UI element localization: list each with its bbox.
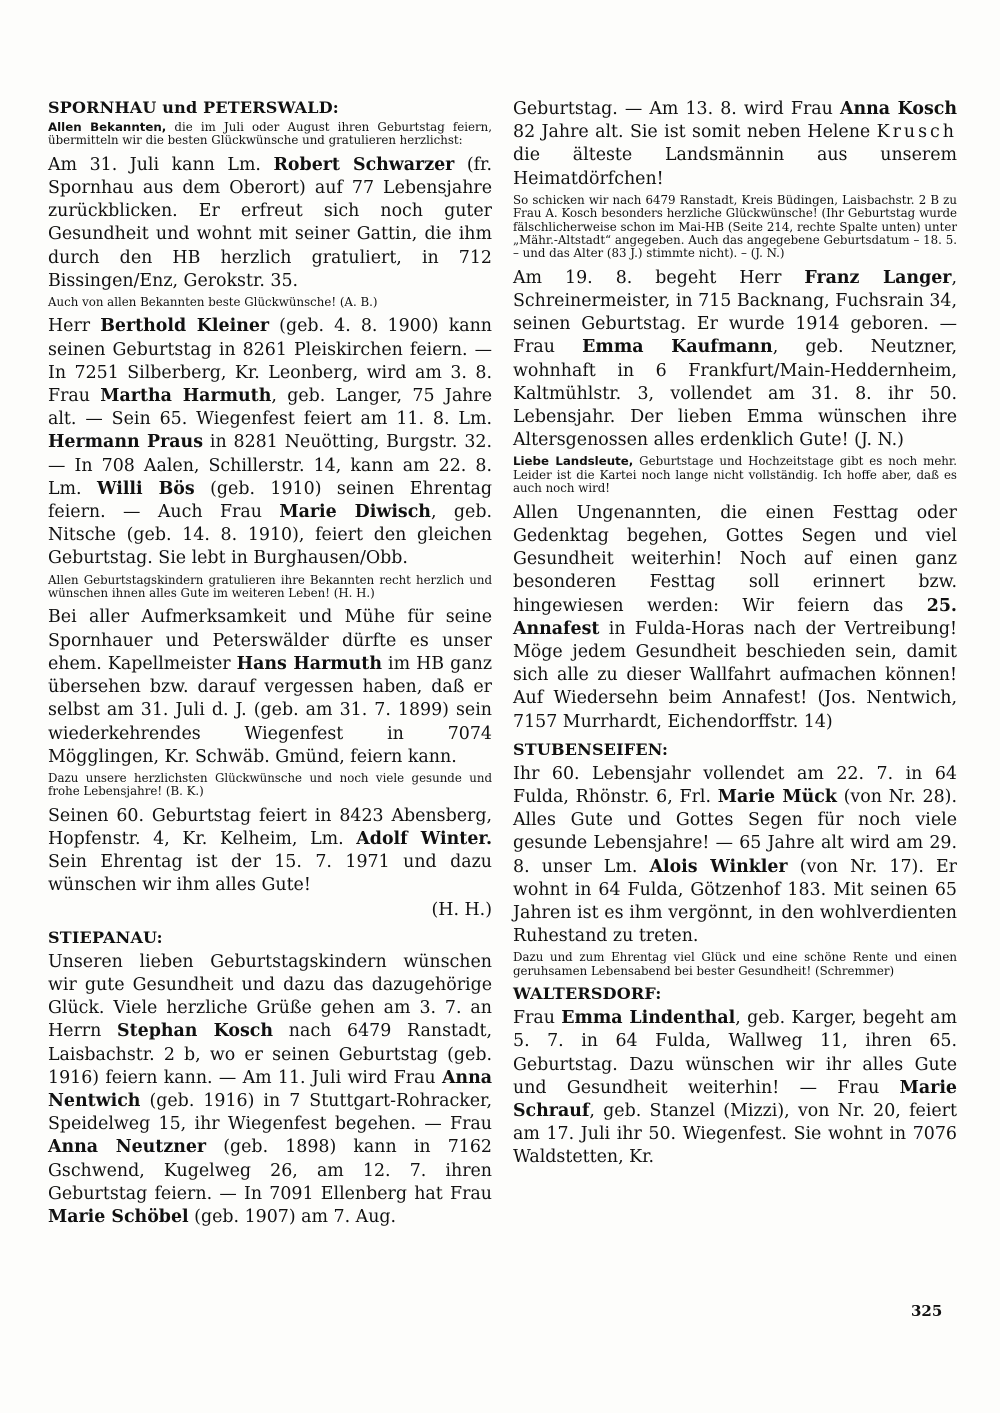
paragraph: Herr Berthold Kleiner (geb. 4. 8. 1900) kann seinen Geburtstag in 8261 Pleiskirchen feiern. — In 7251 Silberberg, Kr. Leonberg, wird am 3. 8. Frau Martha Harmuth, geb. Langer, 75 Jahre alt. — Sein 65. Wiegenfest feiert am 11. 8. Lm. Hermann Praus in 8281 Neuötting, Burgstr. 32. — In 708 Aalen, Schillerstr. 14, kann am 22. 8. Lm. Willi Bös (geb. 1910) seinen Ehrentag feiern. — Auch Frau Marie Diwisch, geb. Nitsche (geb. 14. 8. 1910), feiert den gleichen Geburtstag. Sie lebt in Burghausen/Obb.: [48, 316, 493, 569]
paragraph: Am 19. 8. begeht Herr Franz Langer, Schreinermeister, in 715 Backnang, Fuchsrain 34, seinen Geburtstag. Er wurde 1914 geboren. — Frau Emma Kaufmann, geb. Neutzner, wohnhaft in 6 Frankfurt/Main-Heddernheim, Kaltmühlstr. 3, vollendet am 31. 8. ihr 50. Lebensjahr. Der lieben Emma wünschen ihre Altersgenossen alles erdenklich Gute! (J. N.): [513, 267, 957, 451]
intro-note: Allen Bekannten, die im Juli oder August ihren Geburtstag feiern, übermitteln wir die besten Glückwünsche und gratulieren herzlichst:: [48, 120, 492, 148]
section-heading-spornhau: SPORNHAU und PETERSWALD:: [48, 98, 339, 117]
note: Allen Geburtstagskindern gratulieren ihre Bekannten recht herzlich und wünschen ihnen alles Gute im weiteren Leben! (H. H.): [48, 572, 492, 601]
right-column: [513, 98, 957, 1173]
note: Dazu und zum Ehrentag viel Glück und eine schöne Rente und einen geruhsamen Lebensabend bei bester Gesundheit! (Schremmer): [513, 950, 957, 978]
left-column: [48, 98, 492, 1232]
paragraph: Frau Emma Lindenthal, geb. Karger, begeht am 5. 7. in 64 Fulda, Wallweg 11, ihren 65. Geburtstag. Dazu wünschen wir ihr alles Gute und Gesundheit weiterhin! — Frau Marie Schrauf, geb. Stanzel (Mizzi), von Nr. 20, feiert am 17. Juli ihr 50. Wiegenfest. Sie wohnt in 7076 Waldstetten, Kr.: [513, 1008, 957, 1168]
paragraph: Am 31. Juli kann Lm. Robert Schwarzer (fr. Spornhau aus dem Oberort) auf 77 Lebensjahre zurückblicken. Er erfreut sich noch guter Gesundheit und wohnt mit seiner Gattin, die ihm durch den HB herzlich gratuliert, in 712 Bissingen/Enz, Gerokstr. 35.: [48, 154, 492, 291]
section-heading-stiepanau: STIEPANAU:: [48, 927, 163, 947]
paragraph: Geburtstag. — Am 13. 8. wird Frau Anna Kosch 82 Jahre alt. Sie ist somit neben Helene Krusch die älteste Landsmännin aus unserem Heimatdörfchen!: [513, 99, 957, 189]
paragraph: Allen Ungenannten, die einen Festtag oder Gedenktag begehen, Gottes Segen und viel Gesundheit weiterhin! Noch auf einen ganz besonderen Festtag soll erinnert bzw. hingewiesen werden: Wir feiern das 25. Annafest in Fulda-Horas nach der Vertreibung! Möge jedem Gesundheit beschieden sein, damit sich alle zu dieser Wallfahrt aufmachen können! Auf Wiedersehn beim Annafest! (Jos. Nentwich, 7157 Murrhardt, Eichendorffstr. 14): [513, 502, 957, 732]
paragraph: Unseren lieben Geburtstagskindern wünschen wir gute Gesundheit und dazu das dazugehörige Glück. Viele herzliche Grüße gehen am 3. 7. an Herrn Stephan Kosch nach 6479 Ranstadt, Laisbachstr. 2 b, wo er seinen Geburtstag (geb. 1916) feiern kann. — Am 11. Juli wird Frau Anna Nentwich (geb. 1916) in 7 Stuttgart-Rohracker, Speidelweg 15, ihr Wiegenfest begehen. — Frau Anna Neutzner (geb. 1898) kann in 7162 Gschwend, Kugelweg 26, am 12. 7. ihren Geburtstag feiern. — In 7091 Ellenberg hat Frau Marie Schöbel (geb. 1907) am 7. Aug.: [48, 951, 493, 1227]
signature: (H. H.): [431, 899, 492, 920]
note: Liebe Landsleute, Geburtstage und Hochzeitstage gibt es noch mehr. Leider ist die Kartei noch lange nicht vollständig. Ich hoffe aber, daß es auch noch wird!: [513, 454, 958, 496]
paragraph: Bei aller Aufmerksamkeit und Mühe für seine Spornhauer und Peterswälder dürfte es unser ehem. Kapellmeister Hans Harmuth im HB ganz übersehen bzw. darauf vergessen haben, daß er selbst am 31. Juli d. J. (geb. am 31. 7. 1899) sein wiederkehrendes Wiegenfest in 7074 Mögglingen, Kr. Schwäb. Gmünd, feiern kann.: [48, 607, 492, 767]
page-number: 325: [911, 1302, 943, 1320]
paragraph: Seinen 60. Geburtstag feiert in 8423 Abensberg, Hopfenstr. 4, Kr. Kelheim, Lm. Adolf Winter. Sein Ehrentag ist der 15. 7. 1971 und dazu wünschen wir ihm alles Gute!: [48, 805, 492, 896]
note: So schicken wir nach 6479 Ranstadt, Kreis Büdingen, Laisbachstr. 2 B zu Frau A. Kosch besonders herzliche Glückwünsche! (Ihr Geburtstag wurde fälschlicherweise schon im Mai-HB (Seite 214, rechte Spalte unten) unter „Mähr.-Altstadt“ angegeben. Auch das angegebene Geburtsdatum – 18. 5. – und das Alter (83 J.) stimmte nicht). – (J. N.): [513, 192, 957, 261]
note: Auch von allen Bekannten beste Glückwünsche! (A. B.): [48, 295, 378, 310]
section-heading-waltersdorf: WALTERSDORF:: [513, 984, 662, 1004]
paragraph: Ihr 60. Lebensjahr vollendet am 22. 7. in 64 Fulda, Rhönstr. 6, Frl. Marie Mück (von Nr. 28). Alles Gute und Gottes Segen für noch viele gesunde Lebensjahre! — 65 Jahre alt wird am 29. 8. unser Lm. Alois Winkler (von Nr. 17). Er wohnt in 64 Fulda, Götzenhof 183. Mit seinen 65 Jahren ist es ihm vergönnt, in den wohlverdienten Ruhestand zu treten.: [513, 763, 957, 947]
section-heading-stubenseifen: STUBENSEIFEN:: [513, 739, 669, 759]
note: Dazu unsere herzlichsten Glückwünsche und noch viele gesunde und frohe Lebensjahre! (B. K.): [48, 770, 492, 799]
